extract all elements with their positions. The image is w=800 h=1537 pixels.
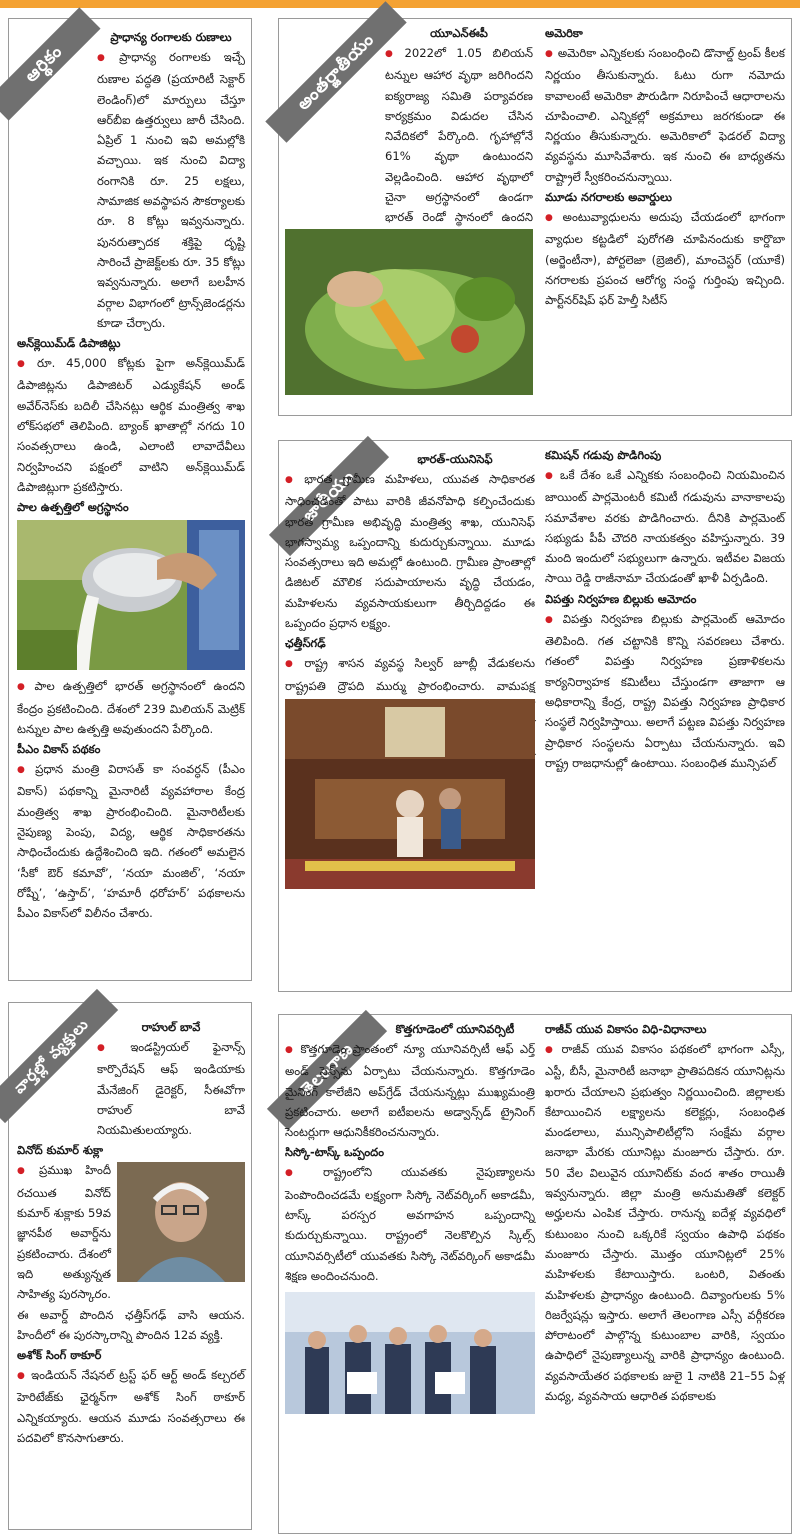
top-accent-bar — [0, 0, 800, 8]
people-text-rahul: ● ఇండస్ట్రియల్ ఫైనాన్స్ కార్పొరేషన్ ఆఫ్ ఇండియాకు మేనేజింగ్ డైరెక్టర్, సీఈవోగా రాహుల్ బావే నియమితులయ్యారు. — [97, 1037, 245, 1140]
telangana-col-2 — [545, 1019, 785, 1531]
economy-text-milk: ● పాల ఉత్పత్తిలో భారత్ అగ్రస్థానంలో ఉందని కేంద్రం ప్రకటించింది. దేశంలో 239 మిలియన్ మెట్రిక్ టన్నుల పాల ఉత్పత్తి అవుతుందని పేర్కొంది. — [17, 676, 245, 739]
economy-section — [8, 18, 252, 981]
telangana-banner: తెలంగాణ — [267, 1010, 387, 1130]
telangana-headline-rajiv: రాజీవ్ యువ వికాసం విధి-విధానాలు — [545, 1022, 707, 1036]
people-headline-ashok: అశోక్ సింగ్ ఠాకూర్ — [17, 1348, 102, 1363]
international-text-unep: ● 2022లో 1.05 బిలియన్ టన్నుల ఆహార వృథా జరిగిందని ఐక్యరాజ్య సమితి పర్యావరణ కార్యక్రమం విడుదల చేసిన నివేదికలో పేర్కొంది. గృహాల్లోనే 61% వృథా ఉంటుందని వెల్లడించింది. ఆహార వృథాలో చైనా అగ్రస్థానంలో ఉండగా భారత్ రెండో స్థానంలో ఉందని — [285, 43, 533, 223]
people-banner: వార్తల్లో వ్యక్తులు — [0, 989, 118, 1123]
telangana-section — [278, 1014, 792, 1534]
international-col-1 — [285, 23, 533, 413]
international-banner: అంతర్జాతీయం — [265, 1, 406, 142]
national-text-commission: ● ఒకే దేశం ఒకే ఎన్నికకు సంబంధించి నియమించిన జాయింట్ పార్లమెంటరీ కమిటీ గడువును వానాకాలపు సమావేశాల వరకు పొడిగించారు. దీనికి పార్లమెంట్ సభ్యుడు పీపీ చౌదరి నాయకత్వం వహిస్తున్నారు. 39 మంది ఇందులో సభ్యులుగా ఉన్నారు. ఇటీవల విజయ సాయి రెడ్డి రాజీనామా చేయడంతో ఖాళీ ఏర్పడింది. — [545, 465, 785, 589]
international-headline-cities: మూడు నగరాలకు అవార్డులు — [545, 190, 672, 205]
economy-column — [17, 27, 245, 977]
people-column — [17, 1017, 245, 1527]
national-col-2 — [545, 445, 785, 989]
national-text-chhattisgarh: ● రాష్ట్ర శాసన వ్యవస్థ సిల్వర్ జూబ్లీ వేడుకలను రాష్ట్రపతి ద్రౌపది ముర్ము ప్రారంభించారు. వామపక్ష — [285, 653, 535, 693]
international-section — [278, 18, 792, 416]
economy-headline-milk: పాల ఉత్పత్తిలో అగ్రస్థానం — [17, 500, 129, 515]
people-headline-vinod: వినోద్ కుమార్ శుక్లా — [17, 1143, 103, 1158]
international-headline-unep: యూఎన్ఈపీ — [430, 26, 488, 40]
assembly-illustration — [285, 699, 535, 889]
people-section — [8, 1002, 252, 1530]
people-text-ashok: ● ఇండియన్ నేషనల్ ట్రస్ట్ ఫర్ ఆర్ట్ అండ్ కల్చరల్ హెరిటేజ్‌కు ఛైర్మన్‌గా అశోక్ సింగ్ ఠాకూర్ ఎన్నికయ్యారు. ఆయన మూడు సంవత్సరాలు ఈ పదవిలో కొనసాగుతారు. — [17, 1365, 245, 1448]
international-text-cities: ● అంటువ్యాధులను అదుపు చేయడంలో భాగంగా వ్యాధుల కట్టడిలో పురోగతి చూపినందుకు కార్డొబా (అర్జెంటీనా), పోర్టలెజా (బ్రెజిల్), మాంచెస్టర్ (యూకే) నగరాలకు ప్రపంచ ఆరోగ్య సంస్థ గుర్తింపు ఇచ్చింది. పార్ట్‌నర్‌షిప్ ఫర్ హెల్తీ సిటీస్ — [545, 207, 785, 310]
food-waste-illustration — [285, 229, 533, 395]
national-banner: జాతీయం — [269, 436, 389, 556]
national-text-unicef: ● భారత గ్రామీణ మహిళలు, యువత సాధికారత సాధించడంతో పాటు వారికి జీవనోపాధి కల్పించేందుకు భారత గ్రామీణ అభివృద్ధి మంత్రిత్వ శాఖ, యునిసెఫ్ భాగస్వామ్య ఒప్పందాన్ని కుదుర్చుకున్నాయి. మూడు సంవత్సరాలు ఇది అమల్లో ఉంటుంది. గ్రామీణ ప్రాంతాల్లో డిజిటల్ మౌలిక సదుపాయాలను వృద్ధి చేయడం, మహిళలను వ్యవసాయకులుగా తీర్చిదిద్దడం ఈ ఒప్పందం ప్రధాన లక్ష్యం. — [285, 469, 535, 633]
telangana-text-rajiv: ● రాజీవ్ యువ వికాసం పథకంలో భాగంగా ఎస్సీ, ఎస్టీ, బీసీ, మైనారిటీ జనాభా ప్రాతిపదికన యూనిట్లను ఖరారు చేయాలని ప్రభుత్వం నిర్ణయించింది. జిల్లాలకు కేటాయించిన లక్ష్యాలను కలెక్టర్లు, సంబంధిత మండలాలు, మున్సిపాలిటీల్లోని సంక్షేమ వర్గాల జనాభా మేరకు యూనిట్లు మంజూరు చేస్తారు. రూ. 50 వేల విలువైన యూనిట్‌కు వంద శాతం రాయితీ ఇవ్వనున్నారు. జిల్లా మంత్రి అనుమతితో కలెక్టర్ అర్హులను ఎంపిక చేస్తారు. రానున్న ఐదేళ్ల వ్యవధిలో కుటుంబం నుంచి ఒక్కరికే స్వయం ఉపాధి పథకం మంజూరు చేస్తారు. మొత్తం యూనిట్లలో 25% మహిళలకు కేటాయిస్తారు. ఒంటరి, వితంతు మహిళలకు ప్రాధాన్యం ఉంటుంది. దివ్యాంగులకు 5% రిజర్వేషన్లు ఇస్తారు. అలాగే తెలంగాణ ఎస్సీ వర్గీకరణ పోరాటంలో పాల్గొన్న కుటుంబాల వారికి, స్వయం ఉపాధిలో నైపుణ్యాలున్న వారికి ప్రాధాన్యం ఉంటుంది. వ్యవసాయేతర పథకాలకు జులై 1 నాటికి 21–55 ఏళ్ల మధ్య, వ్యవసాయ ఆధారిత పథకాలకు — [545, 1039, 785, 1406]
economy-headline-pm-vikas: పీఎం వికాస్ పథకం — [17, 742, 101, 757]
economy-text-priority-lending: ● ప్రాధాన్య రంగాలకు ఇచ్చే రుణాల పద్ధతి (ప్రయారిటీ సెక్టార్ లెండింగ్)లో మార్పులు చేస్తూ ఆర్‌బీఐ ఉత్తర్వులు జారీ చేసింది. ఏప్రిల్ 1 నుంచి ఇవి అమల్లోకి వచ్చాయి. ఇక నుంచి విద్యా రంగానికి రూ. 25 లక్షలు, సామాజిక అవస్థాపన సౌకర్యాలకు రూ. 8 కోట్లు ఇవ్వనున్నారు. పునరుత్పాదక శక్తిపై దృష్టి సారించే ప్రాజెక్ట్‌లకు రూ. 35 కోట్లు ఇవ్వనున్నారు. అలాగే బలహీన వర్గాల విభాగంలో ట్రాన్స్‌జెండర్లను కూడా చేర్చారు. — [97, 47, 245, 333]
milk-pour-illustration — [17, 520, 245, 670]
national-headline-commission: కమిషన్ గడువు పొడిగింపు — [545, 448, 662, 462]
international-text-america: ● అమెరికా ఎన్నికలకు సంబంధించి డొనాల్డ్ ట్రంప్ కీలక నిర్ణయం తీసుకున్నారు. ఓటు రుగా నమోదు కావాలంటే అమెరికా పౌరుడిగా నిరూపించే ఆధారాలను చూపించాలి. ఎన్నికల్లో అక్రమాలు జరగకుండా ఈ నిర్ణయం తీసుకున్నారు. అమెరికాలో ఫెడరల్ విద్యా వ్యవస్థను మూసివేశారు. ఇక నుంచి ఈ బాధ్యతను రాష్ట్రాలే స్వీకరించనున్నాయి. — [545, 43, 785, 187]
national-section — [278, 440, 792, 992]
assembly-photo — [285, 699, 535, 889]
telangana-col-1 — [285, 1019, 535, 1531]
telangana-text-university: ● కొత్తగూడెం ప్రాంతంలో న్యూ యూనివర్సిటీ ఆఫ్ ఎర్త్ అండ్ సైన్స్‌ను ఏర్పాటు చేయనున్నారు. కొత్తగూడెం మైనింగ్ కాలేజీని అప్‌గ్రేడ్ చేయనున్నట్లు ముఖ్యమంత్రి ప్రకటించారు. అలాగే ఐటీఐలను అడ్వాన్స్‌డ్ ట్రైనింగ్ సెంటర్లుగా ఆధునికీకరించనున్నారు. — [285, 1039, 535, 1142]
economy-text-pm-vikas: ● ప్రధాన మంత్రి విరాసత్ కా సంవర్ధన్ (పీఎం వికాస్) పథకాన్ని మైనారిటీ వ్యవహారాల కేంద్ర మంత్రిత్వ శాఖ ప్రారంభించింది. మైనారిటీలకు నైపుణ్య పెంపు, విద్య, ఆర్థిక సాధికారతను సాధించేందుకు ఉద్దేశించింది ఇది. గతంలో అమలైన ‘సీకో ఔర్ కమావో’, ‘నయా మంజిల్’, ‘నయా రోష్నీ’, ‘ఉస్తాద్’, ‘హమారీ ధరోహర్’ పథకాలను పీఎం వికాస్‌లో విలీనం చేశారు. — [17, 759, 245, 923]
cisco-mou-photo — [285, 1292, 535, 1414]
food-waste-photo — [285, 229, 533, 395]
international-col-2 — [545, 23, 785, 413]
national-headline-disaster: విపత్తు నిర్వహణ బిల్లుకు ఆమోదం — [545, 591, 697, 606]
telangana-text-cisco: ● రాష్ట్రంలోని యువతకు నైపుణ్యాలను పెంపొందించడమే లక్ష్యంగా సిస్కో నెట్‌వర్కింగ్ అకాడమీ, టాస్క్ పరస్పర అవగాహన ఒప్పందాన్ని కుదుర్చుకున్నాయి. రాష్ట్రంలో నెలకొల్పిన స్కిల్స్ యూనివర్సిటీలో యువతకు సిస్కో నెట్‌వర్కింగ్ అకాడమీ శిక్షణ అందించనుంది. — [285, 1162, 535, 1286]
economy-headline-unclaimed-deposits: అన్‌క్లెయిమ్‌డ్ డిపాజిట్లు — [17, 336, 121, 351]
national-text-disaster: ● విపత్తు నిర్వహణ బిల్లుకు పార్లమెంట్ ఆమోదం తెలిపింది. గత చట్టానికి కొన్ని సవరణలు చేశారు. గతంలో విపత్తు నిర్వహణ ప్రణాళికలను కార్యనిర్వాహక కమిటీలు చేస్తుండగా తాజాగా ఆ అధికారాన్ని కేంద్ర, రాష్ట్ర విపత్తు నిర్వహణ ప్రాధికార సంస్థలే నిర్వహిస్తాయి. అలాగే పట్టణ విపత్తు నిర్వహణ ప్రాధికార సంస్థలను ఏర్పాటు చేయనున్నారు. ఇవి రాష్ట్ర రాజధానుల్లో ఉంటాయి. సంబంధిత మున్సిపల్ — [545, 609, 785, 773]
telangana-headline-university: కొత్తగూడెంలో యూనివర్సిటీ — [395, 1022, 515, 1036]
milk-photo — [17, 520, 245, 670]
national-headline-chhattisgarh: ఛత్తీస్‌గఢ్ — [285, 636, 326, 651]
people-text-vinod: ● ప్రముఖ హిందీ రచయిత వినోద్ కుమార్ శుక్లాకు 59వ జ్ఞానపీఠ అవార్డ్‌ను ప్రకటించారు. దేశంలో ఇది అత్యున్నత సాహిత్య పురస్కారం. ఈ అవార్డ్ పొందిన ఛత్తీస్‌గఢ్ వాసి ఆయన. హిందీలో ఈ పురస్కారాన్ని పొందిన 12వ వ్యక్తి. — [17, 1160, 245, 1345]
mou-signing-illustration — [285, 1292, 535, 1414]
people-headline-rahul: రాహుల్ బావే — [141, 1020, 201, 1034]
international-headline-america: అమెరికా — [545, 26, 583, 40]
national-headline-unicef: భారత్-యునిసెఫ్ — [417, 452, 493, 466]
portrait-illustration — [117, 1162, 245, 1282]
national-col-1 — [285, 449, 535, 989]
telangana-headline-cisco: సిస్కో-టాస్క్ ఒప్పందం — [285, 1145, 384, 1160]
economy-banner: ఆర్థికం — [0, 7, 101, 120]
vinod-photo — [117, 1162, 245, 1282]
economy-text-unclaimed-deposits: ● రూ. 45,000 కోట్లకు పైగా అన్‌క్లెయిమ్‌డ్ డిపాజిట్లను డిపాజిటర్ ఎడ్యుకేషన్ అండ్ అవేర్‌నెస్‌కు బదిలీ చేసినట్లు ఆర్థిక మంత్రిత్వ శాఖ లోక్‌సభలో తెలిపింది. బ్యాంక్ ఖాతాల్లో నగదు 10 సంవత్సరాలు ఉండి, ఎలాంటి లావాదేవీలు నిర్వహించని పక్షంలో వాటిని అన్‌క్లెయిమ్‌డ్ డిపాజిట్లుగా ప్రకటిస్తారు. — [17, 353, 245, 497]
economy-headline-priority-lending: ప్రాధాన్య రంగాలకు రుణాలు — [110, 30, 232, 44]
